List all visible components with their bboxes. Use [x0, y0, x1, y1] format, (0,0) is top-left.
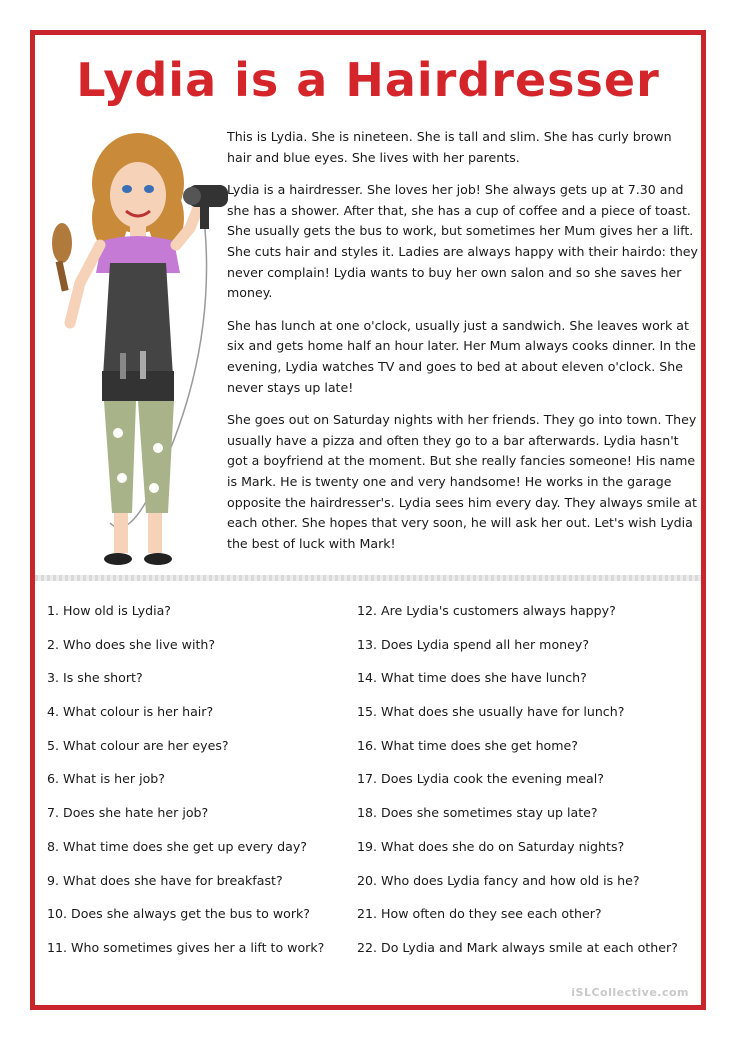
question-item: 19. What does she do on Saturday nights? [357, 838, 625, 854]
story-paragraph-3: She has lunch at one o'clock, usually just a sandwich. She leaves work at six and gets home half an hour later. Her Mum always cooks dinner. In the evening, Lydia watches TV and goes to bed at about eleven o'clock. She never stays up late! [227, 317, 696, 395]
question-item: 13. Does Lydia spend all her money? [357, 636, 590, 652]
story-paragraph-4: She goes out on Saturday nights with her friends. They go into town. They usually have a pizza and often they go to a bar afterwards. Lydia hasn't got a boyfriend at the moment. But she really fancies someone! His name is Mark. He is twenty one and very handsome! He works in the garage opposite the hairdresser's. Lydia sees him every day. They always smile at each other. She hopes that very soon, he will ask her out. Let's wish Lydia the best of luck with Mark! [227, 412, 697, 551]
questions-right-column [357, 601, 697, 972]
questions-left-column [47, 601, 347, 972]
question-item: 11. Who sometimes gives her a lift to work? [47, 939, 325, 955]
hairdresser-illustration [40, 123, 230, 583]
question-item: 15. What does she usually have for lunch? [357, 704, 625, 720]
section-divider [35, 575, 701, 581]
story-paragraph-1: This is Lydia. She is nineteen. She is tall and slim. She has curly brown hair and blue eyes. She lives with her parents. [227, 129, 672, 165]
question-item: 17. Does Lydia cook the evening meal? [357, 771, 604, 787]
question-item: 7. Does she hate her job? [47, 805, 209, 821]
question-item: 8. What time does she get up every day? [47, 838, 307, 854]
page-title: Lydia is a Hairdresser [76, 53, 660, 107]
question-item: 2. Who does she live with? [47, 636, 216, 652]
story-paragraph-2: Lydia is a hairdresser. She loves her job! She always gets up at 7.30 and she has a shower. After that, she has a cup of coffee and a piece of toast. She usually gets the bus to work, but sometimes her Mum gives her a lift. She cuts hair and styles it. Ladies are always happy with their hairdo: they never complain! Lydia wants to buy her own salon and so she saves her money. [227, 182, 699, 301]
story-text [227, 127, 699, 566]
question-item: 4. What colour is her hair? [47, 704, 214, 720]
question-item: 20. Who does Lydia fancy and how old is he? [357, 872, 640, 888]
question-item: 3. Is she short? [47, 670, 143, 686]
question-item: 10. Does she always get the bus to work? [47, 906, 310, 922]
worksheet [30, 30, 706, 1010]
question-item: 18. Does she sometimes stay up late? [357, 805, 598, 821]
question-item: 12. Are Lydia's customers always happy? [357, 603, 616, 618]
question-item: 14. What time does she have lunch? [357, 670, 587, 686]
question-item: 9. What does she have for breakfast? [47, 872, 283, 888]
question-item: 6. What is her job? [47, 771, 165, 787]
question-item: 22. Do Lydia and Mark always smile at each other? [357, 939, 678, 955]
question-item: 5. What colour are her eyes? [47, 737, 229, 753]
question-item: 21. How often do they see each other? [357, 906, 602, 922]
question-item: 1. How old is Lydia? [47, 603, 171, 618]
question-item: 16. What time does she get home? [357, 737, 578, 753]
watermark-footer: iSLCollective.com [571, 986, 689, 999]
